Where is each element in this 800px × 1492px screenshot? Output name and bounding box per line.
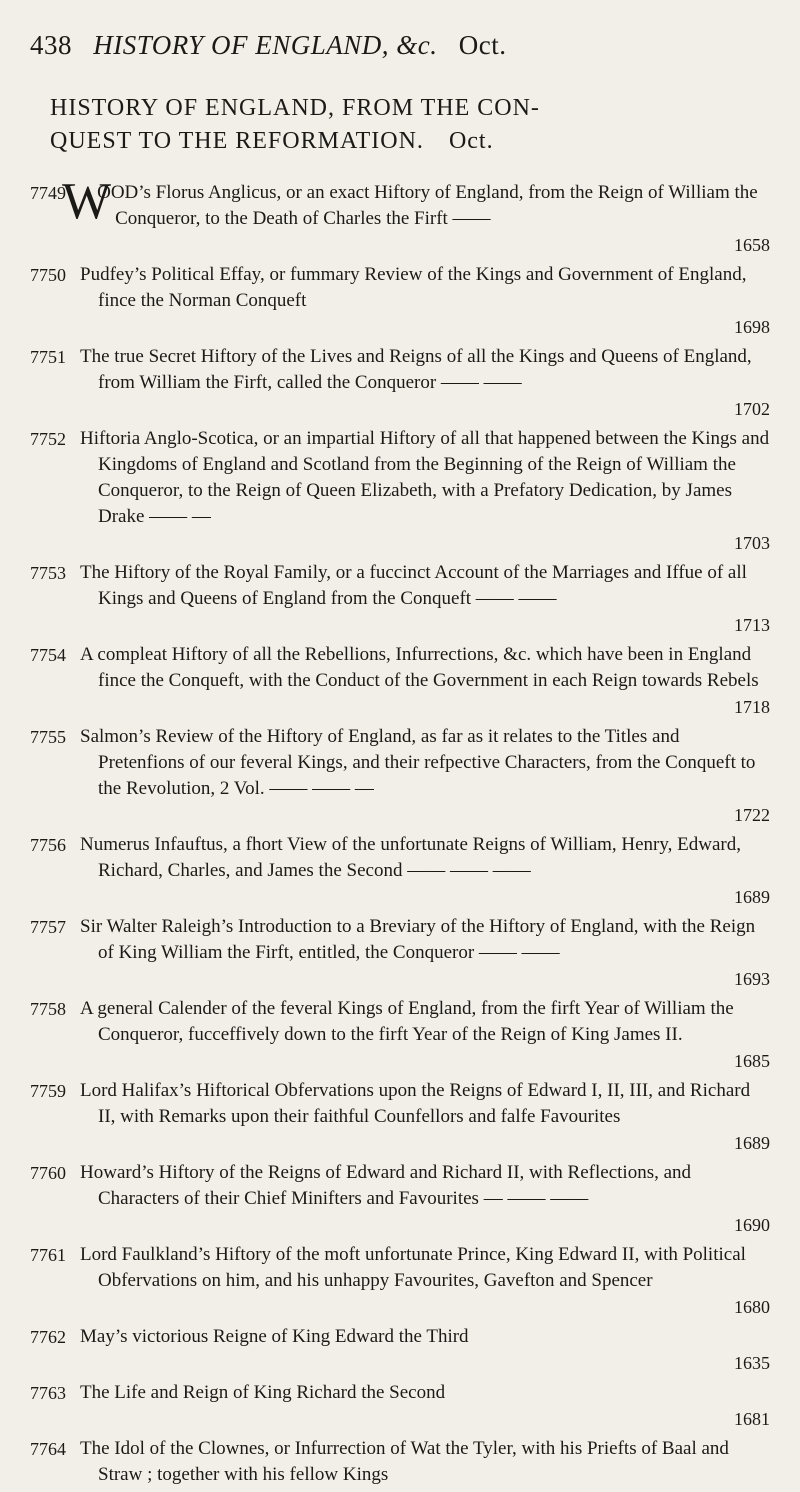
entry-text xyxy=(80,1242,770,1294)
entry-description: A general Calender of the feveral Kings of England, from the firft Year of William the Conqueror, fucceffively down to the firft Year of the Reign of King James II. xyxy=(80,998,734,1045)
entry-year: 1702 xyxy=(734,399,770,419)
catalogue-entry xyxy=(30,560,770,638)
entry-description: Sir Walter Raleigh’s Introduction to a Breviary of the Hiftory of England, with the Reign of King William the Firft, entitled, the Conqueror —— —— xyxy=(80,916,756,963)
entry-text xyxy=(80,1380,770,1406)
catalogue-entry xyxy=(30,1242,770,1320)
entry-description: Pudfey’s Political Effay, or fummary Review of the Kings and Government of England, fince the Norman Conqueft xyxy=(80,264,747,311)
entry-year: 1658 xyxy=(734,235,770,255)
entry-text xyxy=(80,1078,770,1130)
catalogue-entry xyxy=(30,1436,770,1488)
catalogue-entry xyxy=(30,344,770,422)
entry-number: 7751 xyxy=(30,347,66,367)
running-month: Oct. xyxy=(458,30,507,60)
catalogue-entry xyxy=(30,832,770,910)
entry-number: 7749 xyxy=(30,183,66,203)
running-title: HISTORY OF ENGLAND, &c. xyxy=(93,30,438,60)
entry-description: Lord Halifax’s Hiftorical Obfervations upon the Reigns of Edward I, II, III, and Richard II, with Remarks upon their faithful Counfellors and falfe Favourites xyxy=(80,1080,751,1127)
entry-year: 1690 xyxy=(734,1215,770,1235)
entry-text xyxy=(80,262,770,314)
entry-text xyxy=(80,832,770,884)
entry-description: The Life and Reign of King Richard the Second xyxy=(80,1382,446,1403)
entry-description: Howard’s Hiftory of the Reigns of Edward and Richard II, with Reflections, and Characters of their Chief Minifters and Favourites — —— —— xyxy=(80,1162,692,1209)
running-head xyxy=(30,30,730,61)
section-title-line2: QUEST TO THE REFORMATION. xyxy=(50,128,424,154)
entry-year: 1635 xyxy=(734,1353,770,1373)
entry-year: 1718 xyxy=(734,697,770,717)
entry-number: 7750 xyxy=(30,265,66,285)
entry-number: 7755 xyxy=(30,727,66,747)
section-title-month: Oct. xyxy=(448,128,494,154)
catalogue-entries xyxy=(30,173,770,1492)
entry-text xyxy=(80,642,770,694)
entry-number: 7754 xyxy=(30,645,66,665)
catalogue-entry xyxy=(30,1160,770,1238)
entry-description: Hiftoria Anglo-Scotica, or an impartial Hiftory of all that happened between the Kings and Kingdoms of England and Scotland from the Beginning of the Reign of William the Conqueror, to the Reign of Queen Elizabeth, with a Prefatory Dedication, by James Drake —— — xyxy=(80,428,770,527)
section-title-line1: HISTORY OF ENGLAND, FROM THE CON- xyxy=(50,95,540,121)
entry-number: 7756 xyxy=(30,835,66,855)
entry-number: 7759 xyxy=(30,1081,66,1101)
entry-description: Lord Faulkland’s Hiftory of the moft unfortunate Prince, King Edward II, with Political Obfervations on him, and his unhappy Favourites, Gavefton and Spencer xyxy=(80,1244,746,1291)
entry-text xyxy=(80,914,770,966)
drop-cap: W xyxy=(62,173,112,230)
page-number: 438 xyxy=(30,30,72,60)
catalogue-entry xyxy=(30,996,770,1074)
entry-number: 7761 xyxy=(30,1245,66,1265)
entry-description: The Idol of the Clownes, or Infurrection of Wat the Tyler, with his Priefts of Baal and Straw ; together with his fellow Kings xyxy=(80,1438,729,1485)
entry-text xyxy=(80,1324,770,1350)
entry-year: 1713 xyxy=(734,615,770,635)
catalogue-entry xyxy=(30,1324,770,1376)
entry-number: 7762 xyxy=(30,1327,66,1347)
entry-text xyxy=(80,724,770,802)
catalogue-entry xyxy=(30,724,770,828)
entry-year: 1703 xyxy=(734,533,770,553)
entry-number: 7758 xyxy=(30,999,66,1019)
entry-number: 7764 xyxy=(30,1439,66,1459)
entry-number: 7753 xyxy=(30,563,66,583)
entry-text xyxy=(80,1436,770,1488)
entry-text xyxy=(80,426,770,530)
entry-number: 7752 xyxy=(30,429,66,449)
entry-number: 7763 xyxy=(30,1383,66,1403)
entry-year: 1681 xyxy=(734,1409,770,1429)
entry-text xyxy=(80,560,770,612)
entry-description: Numerus Infauftus, a fhort View of the unfortunate Reigns of William, Henry, Edward, Richard, Charles, and James the Second —— —— —— xyxy=(80,834,741,881)
entry-description: The Hiftory of the Royal Family, or a fuccinct Account of the Marriages and Iffue of all Kings and Queens of England from the Conqueft —— —— xyxy=(80,562,747,609)
entry-number: 7757 xyxy=(30,917,66,937)
entry-description: The true Secret Hiftory of the Lives and Reigns of all the Kings and Queens of England, from William the Firft, called the Conqueror —— —— xyxy=(80,346,752,393)
catalogue-entry xyxy=(30,1380,770,1432)
entry-text xyxy=(80,344,770,396)
section-title xyxy=(50,92,770,158)
entry-text xyxy=(80,1160,770,1212)
entry-year: 1698 xyxy=(734,317,770,337)
catalogue-entry xyxy=(30,914,770,992)
entry-description: A compleat Hiftory of all the Rebellions, Infurrections, &c. which have been in England fince the Conqueft, with the Conduct of the Government in each Reign towards Rebels xyxy=(80,644,759,691)
entry-year: 1685 xyxy=(734,1051,770,1071)
entry-year: 1689 xyxy=(734,1133,770,1153)
entry-number: 7760 xyxy=(30,1163,66,1183)
catalogue-entry xyxy=(30,1078,770,1156)
entry-text xyxy=(62,173,770,232)
entry-description: Salmon’s Review of the Hiftory of England, as far as it relates to the Titles and Pretenfions of our feveral Kings, and their refpective Characters, from the Conqueft to the Revolution, 2 Vol. —— —— — xyxy=(80,726,756,799)
entry-description: May’s victorious Reigne of King Edward the Third xyxy=(80,1326,469,1347)
catalogue-entry xyxy=(30,426,770,556)
entry-year: 1689 xyxy=(734,887,770,907)
entry-description: OOD’s Florus Anglicus, or an exact Hiftory of England, from the Reign of William the Conqueror, to the Death of Charles the Firft —— xyxy=(97,182,758,229)
entry-year: 1693 xyxy=(734,969,770,989)
catalogue-entry xyxy=(30,173,770,258)
entry-text xyxy=(80,996,770,1048)
entry-year: 1722 xyxy=(734,805,770,825)
catalogue-entry xyxy=(30,642,770,720)
catalogue-entry xyxy=(30,262,770,340)
entry-year: 1680 xyxy=(734,1297,770,1317)
